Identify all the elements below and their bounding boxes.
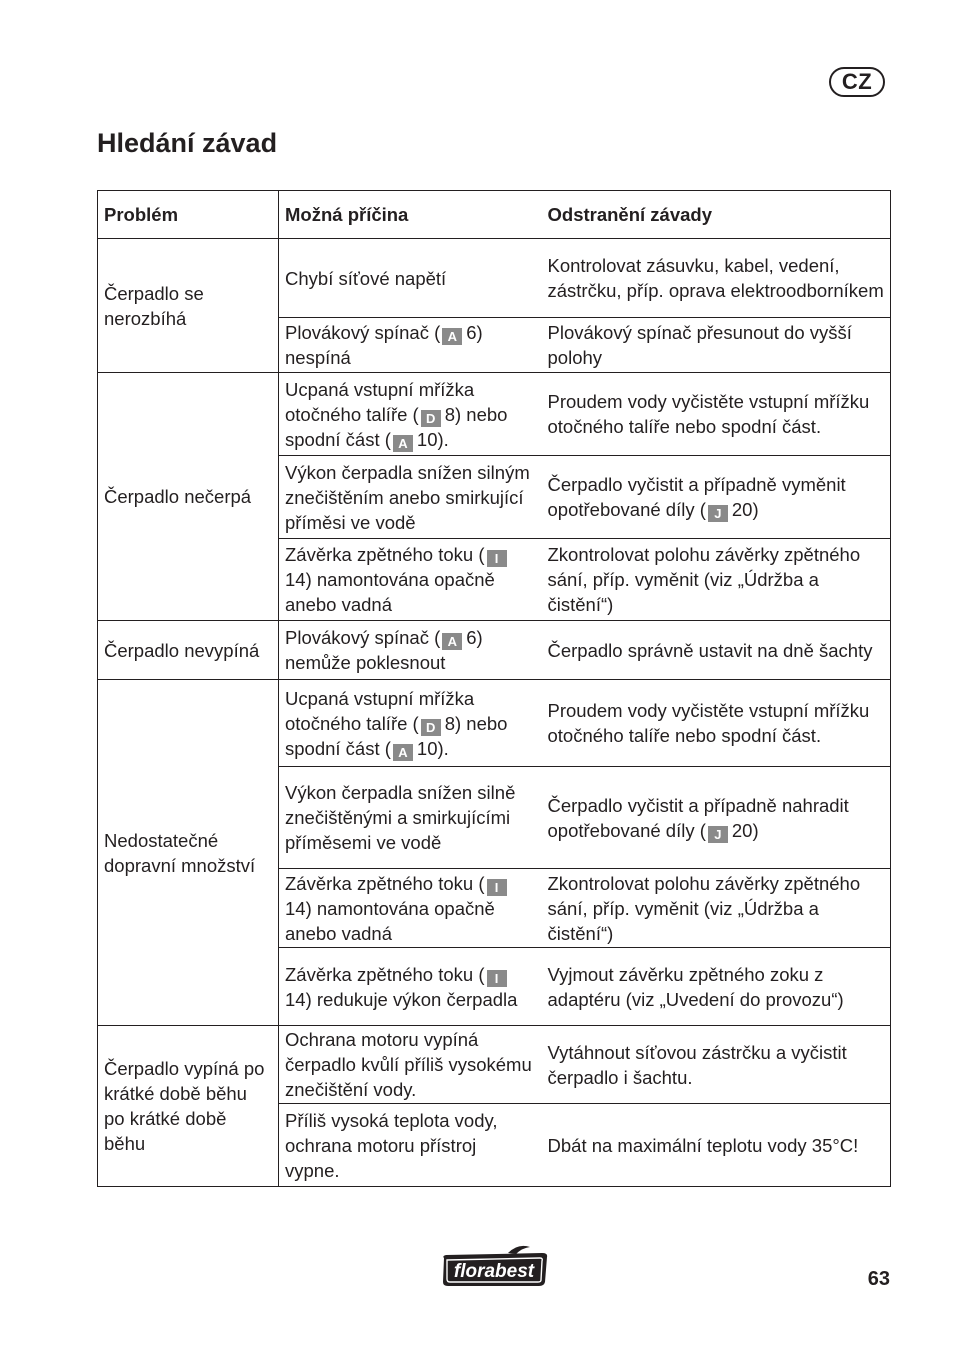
remedy-cell	[542, 318, 891, 373]
cell-text: Kontrolovat zásuvku, kabel, vedení, zástrčku, příp. oprava elektroodborníkem	[547, 255, 884, 301]
cell-text: 14) namontována opačně anebo vadná	[285, 897, 495, 944]
cell-text: Příliš vysoká teplota vody, ochrana motoru přístroj vypne.	[285, 1109, 498, 1181]
figure-reference-icon: J	[708, 826, 728, 843]
problem-cell: Čerpadlo se nerozbíhá	[98, 239, 279, 373]
figure-reference-icon: D	[421, 719, 441, 736]
problem-cell: Nedostatečné dopravní množství	[98, 680, 279, 1026]
cell-text: 6) nespíná	[285, 322, 483, 368]
header-problem: Problém	[98, 191, 279, 239]
page-number: 63	[867, 1268, 890, 1290]
remedy-cell	[542, 1026, 891, 1104]
cell-text: Čerpadlo správně ustavit na dně šachty	[547, 639, 873, 661]
cell-text: 20)	[731, 819, 759, 841]
figure-reference-icon: I	[487, 550, 507, 567]
cell-text: 8) nebo spodní část (	[285, 712, 508, 759]
figure-reference-icon: I	[487, 970, 507, 987]
cause-cell	[279, 456, 542, 539]
remedy-cell	[542, 1104, 891, 1187]
remedy-cell	[542, 767, 891, 869]
cell-text: Plovákový spínač (	[285, 627, 441, 648]
problem-cell: Čerpadlo nevypíná	[98, 621, 279, 680]
cell-text: 8) nebo spodní část (	[285, 403, 508, 450]
cause-cell	[279, 539, 542, 621]
remedy-cell	[542, 948, 891, 1026]
cell-text: Plovákový spínač přesunout do vyšší polohy	[547, 322, 852, 368]
brand-wordmark: florabest	[453, 1261, 535, 1282]
cell-text: Závěrka zpětného toku (	[285, 872, 485, 894]
cause-cell	[279, 621, 542, 680]
header-remedy: Odstranění závady	[542, 191, 891, 239]
cell-text: Výkon čerpadla snížen silně znečištěnými a smirkujícími příměsemi ve vodě	[285, 782, 516, 853]
cell-text: Zkontrolovat polohu závěrky zpětného sání, příp. vyměnit (viz „Údržba a čistění“)	[547, 872, 861, 944]
figure-reference-icon: J	[708, 505, 728, 522]
problem-cell: Čerpadlo nečerpá	[98, 373, 279, 621]
table-row	[98, 680, 891, 767]
remedy-cell	[542, 621, 891, 680]
table-row	[98, 621, 891, 680]
cell-text: 6) nemůže poklesnout	[285, 627, 483, 673]
cell-text: Proudem vody vyčistěte vstupní mřížku otočného talíře nebo spodní část.	[547, 391, 870, 437]
table-row	[98, 239, 891, 318]
language-badge: CZ	[829, 67, 885, 97]
florabest-logo	[438, 1244, 552, 1290]
cell-text: Chybí síťové napětí	[285, 267, 447, 289]
cell-text: Dbát na maximální teplotu vody 35°C!	[547, 1134, 859, 1156]
figure-reference-icon: D	[421, 410, 441, 427]
cell-text: Zkontrolovat polohu závěrky zpětného sání, příp. vyměnit (viz „Údržba a čistění“)	[547, 544, 861, 615]
table-body	[98, 239, 891, 1187]
cell-text: Proudem vody vyčistěte vstupní mřížku otočného talíře nebo spodní část.	[547, 700, 870, 746]
cell-text: Závěrka zpětného toku (	[285, 963, 485, 985]
remedy-cell	[542, 539, 891, 621]
cell-text: Ochrana motoru vypíná čerpadlo kvůlí příliš vysokému znečištění vody.	[285, 1029, 532, 1100]
figure-reference-icon: A	[393, 435, 413, 452]
remedy-cell	[542, 456, 891, 539]
cell-text: 10).	[416, 428, 449, 450]
remedy-cell	[542, 373, 891, 456]
cause-cell	[279, 318, 542, 373]
cell-text: 10).	[416, 737, 449, 759]
table-row	[98, 373, 891, 456]
cell-text: Vytáhnout síťovou zástrčku a vyčistit čerpadlo i šachtu.	[547, 1041, 847, 1088]
cause-cell	[279, 1104, 542, 1187]
cell-text: 14) redukuje výkon čerpadla	[285, 988, 518, 1010]
table-header-row	[98, 191, 891, 239]
cause-cell	[279, 767, 542, 869]
cause-cell	[279, 869, 542, 948]
cause-cell	[279, 680, 542, 767]
troubleshooting-table	[97, 190, 891, 1187]
cell-text: Ucpaná vstupní mřížka otočného talíře (	[285, 687, 475, 734]
cause-cell	[279, 239, 542, 318]
cell-text: Ucpaná vstupní mřížka otočného talíře (	[285, 378, 475, 425]
figure-reference-icon: I	[487, 879, 507, 896]
cell-text: 20)	[731, 499, 759, 520]
problem-cell: Čerpadlo vypíná po krátké době běhu po krátké době běhu	[98, 1026, 279, 1187]
remedy-cell	[542, 680, 891, 767]
figure-reference-icon: A	[442, 633, 462, 650]
cell-text: Výkon čerpadla snížen silným znečištěním anebo smirkující příměsi ve vodě	[285, 461, 530, 533]
cell-text: Čerpadlo vyčistit a případně nahradit opotřebované díly (	[547, 794, 849, 841]
cause-cell	[279, 373, 542, 456]
figure-reference-icon: A	[393, 744, 413, 761]
cell-text: 14) namontována opačně anebo vadná	[285, 569, 495, 615]
cause-cell	[279, 948, 542, 1026]
cell-text: Závěrka zpětného toku (	[285, 544, 485, 565]
table-row	[98, 1026, 891, 1104]
cell-text: Vyjmout závěrku zpětného zoku z adaptéru (viz „Uvedení do provozu“)	[547, 963, 844, 1010]
remedy-cell	[542, 869, 891, 948]
figure-reference-icon: A	[442, 328, 462, 345]
cell-text: Čerpadlo vyčistit a případně vyměnit opotřebované díly (	[547, 474, 846, 520]
cause-cell	[279, 1026, 542, 1104]
cell-text: Plovákový spínač (	[285, 322, 441, 343]
page-title: Hledání závad	[97, 128, 278, 158]
remedy-cell	[542, 239, 891, 318]
header-cause: Možná příčina	[279, 191, 542, 239]
